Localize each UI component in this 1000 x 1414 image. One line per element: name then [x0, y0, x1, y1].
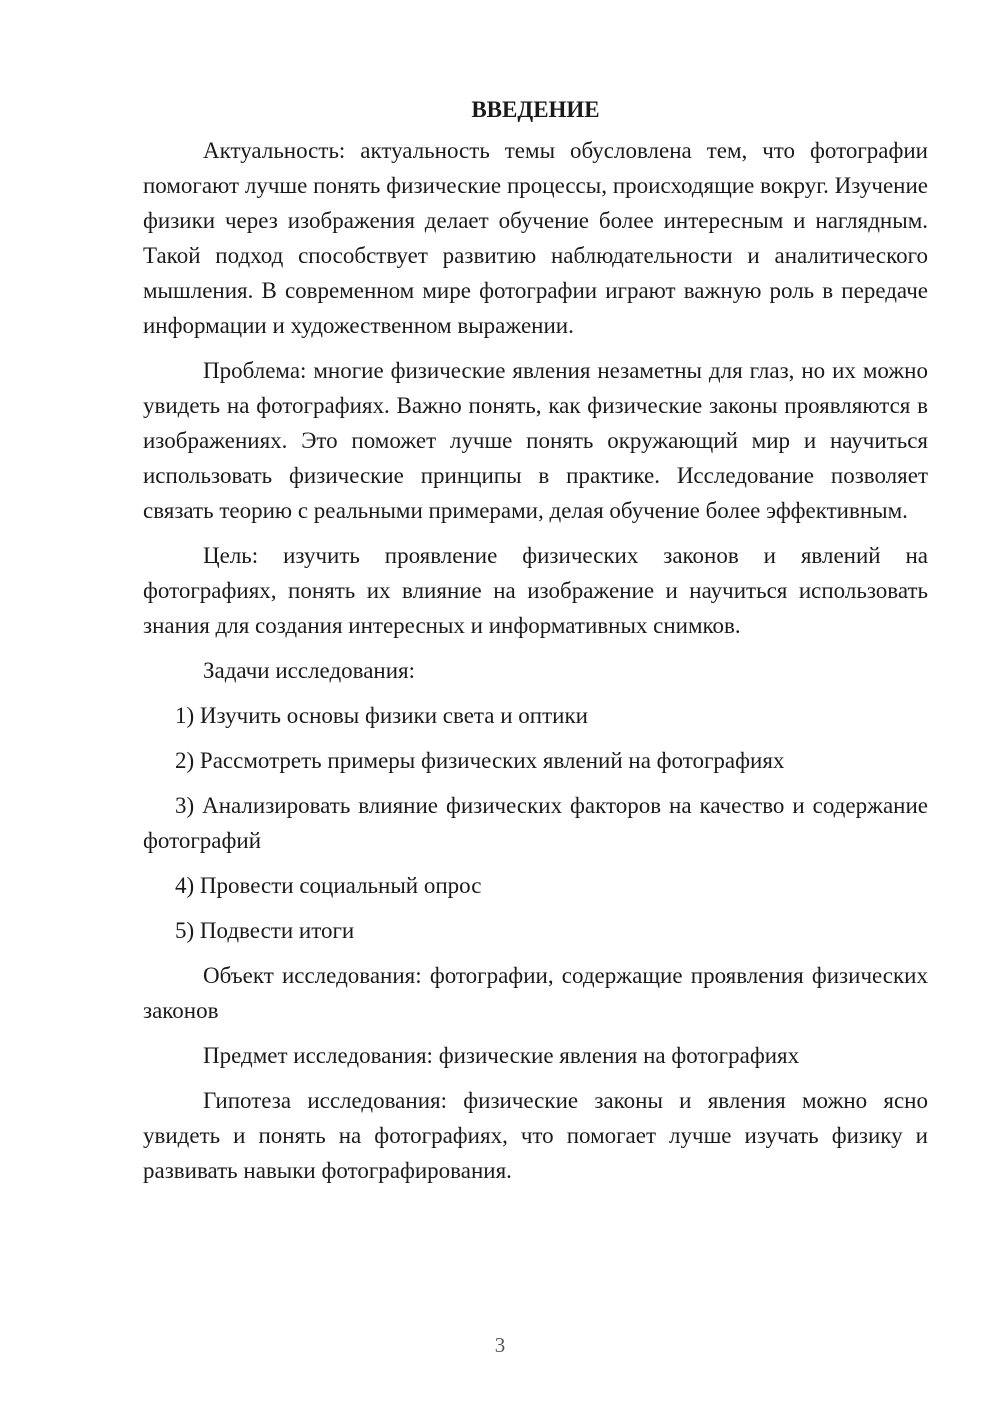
paragraph-relevance: Актуальность: актуальность темы обусловлена тем, что фотографии помогают лучше понять физические процессы, происходящие вокруг. Изучение физики через изображения делает обучение более интересным и наглядным. Такой подход способствует развитию наблюдательности и аналитического мышления. В современном мире фотографии играют важную роль в передаче информации и художественном выражении. [143, 138, 928, 338]
list-item: 5) Подвести итоги [175, 918, 355, 943]
paragraph-hypothesis: Гипотеза исследования: физические законы и явления можно ясно увидеть и понять на фотографиях, что помогает лучше изучать физику и развивать навыки фотографирования. [143, 1088, 928, 1183]
list-item: 2) Рассмотреть примеры физических явлений на фотографиях [175, 748, 785, 773]
paragraph-goal: Цель: изучить проявление физических законов и явлений на фотографиях, понять их влияние на изображение и научиться использовать знания для создания интересных и информативных снимков. [143, 543, 928, 638]
list-item: 1) Изучить основы физики света и оптики [175, 703, 588, 728]
section-title: ВВЕДЕНИЕ [471, 97, 600, 122]
list-item: 4) Провести социальный опрос [175, 873, 482, 898]
paragraph-subject: Предмет исследования: физические явления на фотографиях [203, 1043, 800, 1068]
tasks-list [143, 698, 928, 948]
page-number: 3 [494, 1333, 506, 1357]
list-item: 3) Анализировать влияние физических факторов на качество и содержание фотографий [143, 793, 928, 853]
paragraph-tasks-heading: Задачи исследования: [203, 658, 416, 683]
document-page [143, 92, 928, 1198]
paragraph-object: Объект исследования: фотографии, содержащие проявления физических законов [143, 963, 928, 1023]
paragraph-problem: Проблема: многие физические явления незаметны для глаз, но их можно увидеть на фотографиях. Важно понять, как физические законы проявляются в изображениях. Это поможет лучше понять окружающий мир и научиться использовать физические принципы в практике. Исследование позволяет связать теорию с реальными примерами, делая обучение более эффективным. [143, 358, 928, 523]
